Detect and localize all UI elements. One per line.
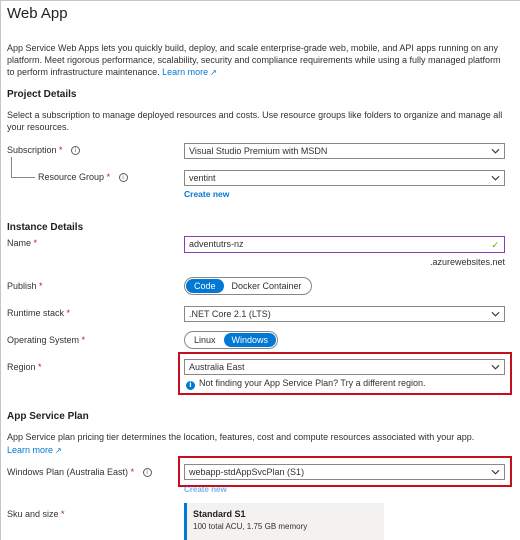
region-select[interactable] [184,359,505,375]
tree-line [11,177,35,178]
page-description-text: App Service Web Apps lets you quickly build, deploy, and scale enterprise-grade web, mobile, and API apps running on any platform. Meet rigorous performance, scalability, security and compliance requirements while using a fully managed platform to perform infrastructure maintenance. [7,43,501,77]
windows-plan-value: webapp-stdAppSvcPlan (S1) [189,467,305,477]
create-new-plan-link[interactable]: Create new [184,486,227,492]
resource-group-label-text: Resource Group [38,172,105,182]
name-input[interactable] [184,236,505,253]
sku-size-label [7,509,65,519]
name-value: adventutrs-nz [189,239,244,249]
subscription-label [7,145,80,155]
name-label [7,238,37,248]
publish-option-code[interactable]: Code [186,279,224,293]
runtime-stack-value: .NET Core 2.1 (LTS) [189,309,271,319]
subscription-select[interactable] [184,143,505,159]
required-marker: * [38,362,42,372]
app-service-plan-heading: App Service Plan [7,411,89,422]
info-icon[interactable]: i [143,468,152,477]
os-option-windows[interactable]: Windows [224,333,277,347]
top-border [0,0,520,1]
windows-plan-select[interactable] [184,464,505,480]
name-label-text: Name [7,238,32,248]
create-new-resource-group-link[interactable]: Create new [184,189,230,199]
publish-toggle[interactable] [184,277,312,295]
external-link-icon: ↗ [210,68,217,77]
os-option-linux[interactable]: Linux [194,335,216,345]
chevron-down-icon [491,363,500,371]
info-icon[interactable]: i [71,146,80,155]
tree-line [11,157,12,177]
subscription-label-text: Subscription [7,145,57,155]
sku-detail: 100 total ACU, 1.75 GB memory [193,522,308,531]
required-marker: * [61,509,65,519]
region-hint-text: Not finding your App Service Plan? Try a different region. [199,378,426,388]
chevron-down-icon [491,310,500,318]
left-border [0,0,1,540]
required-marker: * [130,467,135,477]
plan-learn-more-label: Learn more [7,445,54,455]
region-hint [186,378,425,390]
resource-group-select[interactable] [184,170,505,186]
project-details-heading: Project Details [7,89,77,100]
runtime-stack-label [7,308,70,318]
subscription-value: Visual Studio Premium with MSDN [189,146,328,156]
region-value: Australia East [189,362,245,372]
instance-details-heading: Instance Details [7,222,84,233]
resource-group-value: ventint [189,173,216,183]
sku-size-label-text: Sku and size [7,509,59,519]
required-marker: * [66,308,71,318]
chevron-down-icon [491,174,500,182]
page-title: Web App [7,5,68,22]
publish-label-text: Publish [7,281,37,291]
page-description [7,42,507,79]
sku-title: Standard S1 [193,509,246,519]
runtime-stack-label-text: Runtime stack [7,308,65,318]
name-domain-suffix: .azurewebsites.net [429,257,505,267]
operating-system-label-text: Operating System [7,335,80,345]
operating-system-label [7,335,85,345]
runtime-stack-select[interactable] [184,306,505,322]
external-link-icon: ↗ [55,446,62,455]
checkmark-icon: ✓ [491,241,499,251]
info-icon[interactable]: i [119,173,128,182]
required-marker: * [59,145,63,155]
required-marker: * [106,172,111,182]
required-marker: * [81,335,86,345]
info-filled-icon: i [186,381,195,390]
windows-plan-label [7,467,152,477]
region-label-text: Region [7,362,36,372]
region-label [7,362,42,372]
operating-system-toggle[interactable] [184,331,278,349]
app-service-plan-description: App Service plan pricing tier determines the location, features, cost and compute resources associated with your app. [7,432,475,442]
plan-learn-more-link[interactable] [7,445,62,455]
publish-option-docker[interactable]: Docker Container [231,281,302,291]
sku-card[interactable] [184,503,384,540]
windows-plan-label-text: Windows Plan (Australia East) [7,467,129,477]
project-details-description: Select a subscription to manage deployed resources and costs. Use resource groups like folders to organize and manage all your resources. [7,110,503,132]
chevron-down-icon [491,147,500,155]
resource-group-label [38,172,128,182]
publish-label [7,281,43,291]
required-marker: * [33,238,38,248]
learn-more-label: Learn more [162,67,209,77]
learn-more-link[interactable] [162,67,217,77]
chevron-down-icon [491,468,500,476]
required-marker: * [39,281,43,291]
